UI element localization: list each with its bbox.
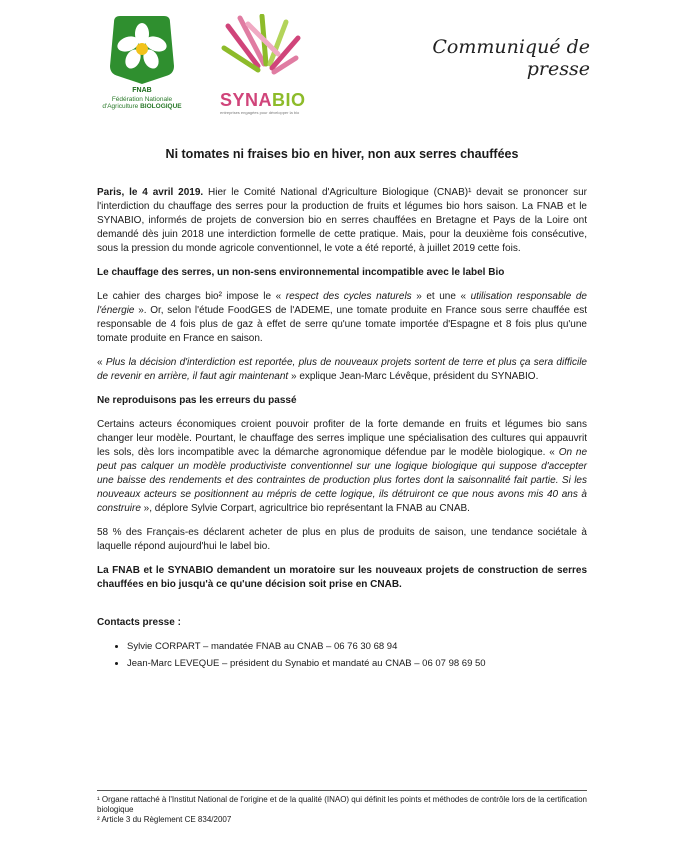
contact-item: • Sylvie CORPART – mandatée FNAB au CNAB – 06 76 30 68 94 [127,640,587,654]
contact-item: • Jean-Marc LEVEQUE – président du Synabio et mandaté au CNAB – 06 07 98 69 50 [127,657,587,671]
section2-heading: Ne reproduisons pas les erreurs du passé [97,395,297,406]
fnab-line2: d'Agriculture BIOLOGIQUE [102,103,182,110]
fnab-flower-icon [108,14,176,86]
section2-paragraph1: Certains acteurs économiques croient pouvoir profiter de la forte demande en fruits et légumes bio sans changer leur modèle. Pourtant, le chauffage des serres implique une spécialisation des cultures qui appauvrit les sols, dès lors incompatible avec la démarche agronomique défendue par le modèle biologique. « On ne peut pas calquer un modèle productiviste conventionnel sur une logique biologique qui suppose d'accepter une baisse des rendements et des contraintes de production plus fortes dont la saisonnalité fait partie. Si les nouveaux acteurs se positionnent au mépris de cette logique, ils détruiront ce que nous avons mis 40 ans à construire », déplore Sylvie Corpart, agricultrice bio représentant la FNAB au CNAB. [97,419,588,514]
section1-paragraph1: Le cahier des charges bio² impose le « respect des cycles naturels » et une « utilisation responsable de l'énergie ». Or, selon l'étude FoodGES de l'ADEME, une tomate produite en France sous serre chauffée est responsable de 4 fois plus de gaz à effet de serre qu'une tomate importée d'Espagne et 8 fois plus qu'une tomate produite en France en saison. [97,291,587,344]
section1-heading: Le chauffage des serres, un non-sens environnemental incompatible avec le label Bio [97,267,505,278]
section2-paragraph2: 58 % des Français-es déclarent acheter de plus en plus de produits de saison, une tendance sociétale à laquelle répond aujourd'hui le label bio. [97,527,587,552]
fnab-line1: Fédération Nationale [111,96,173,103]
contacts-heading: Contacts presse : [97,617,181,628]
synabio-wordmark: SYNABIO [220,90,306,110]
section1-quote: « Plus la décision d'interdiction est reportée, plus de nouveaux projets sortent de terre et plus ça sera difficile de revenir en arrière, il faut agir maintenant » explique Jean-Marc Lévêque, président du SYNABIO. [97,357,587,382]
footnote-1: ¹ Organe rattaché à l'Institut National de l'origine et de la qualité (INAO) qui définit les points et méthodes de contrôle lors de la certification biologique [97,795,587,814]
document-title: Ni tomates ni fraises bio en hiver, non aux serres chauffées [165,147,519,161]
footnote-2: ² Article 3 du Règlement CE 834/2007 [97,815,232,824]
footnotes [97,790,587,825]
fnab-logo [98,14,186,118]
intro-paragraph: Paris, le 4 avril 2019. Hier le Comité National d'Agriculture Biologique (CNAB)¹ devait se prononcer sur l'interdiction du chauffage des serres pour la production de fruits et légumes bio hors saison. La FNAB et le SYNABIO, informés de projets de conversion bio en serres chauffées en Bretagne et Pays de la Loire ont demandé dès juin 2018 une interdiction formelle de cette pratique. Mais, pour la deuxième fois consécutive, sous la pression du monde agricole conventionnel, le vote a été reporté, à juillet 2019 cette fois. [97,187,587,254]
synabio-tagline: entreprises engagées pour développer la bio [220,110,300,115]
document-body [97,186,587,674]
contacts-section [97,616,587,671]
synabio-sun-icon [218,14,304,88]
dateline: Paris, le 4 avril 2019. [97,187,204,198]
contacts-list [97,640,587,671]
synabio-logo [216,14,316,114]
fnab-acronym: FNAB [132,87,152,94]
press-release-label: Communiqué de presse [432,36,590,80]
section2-demand: La FNAB et le SYNABIO demandent un moratoire sur les nouveaux projets de construction de serres chauffées en bio jusqu'à ce qu'une décision soit prise en CNAB. [97,565,587,590]
